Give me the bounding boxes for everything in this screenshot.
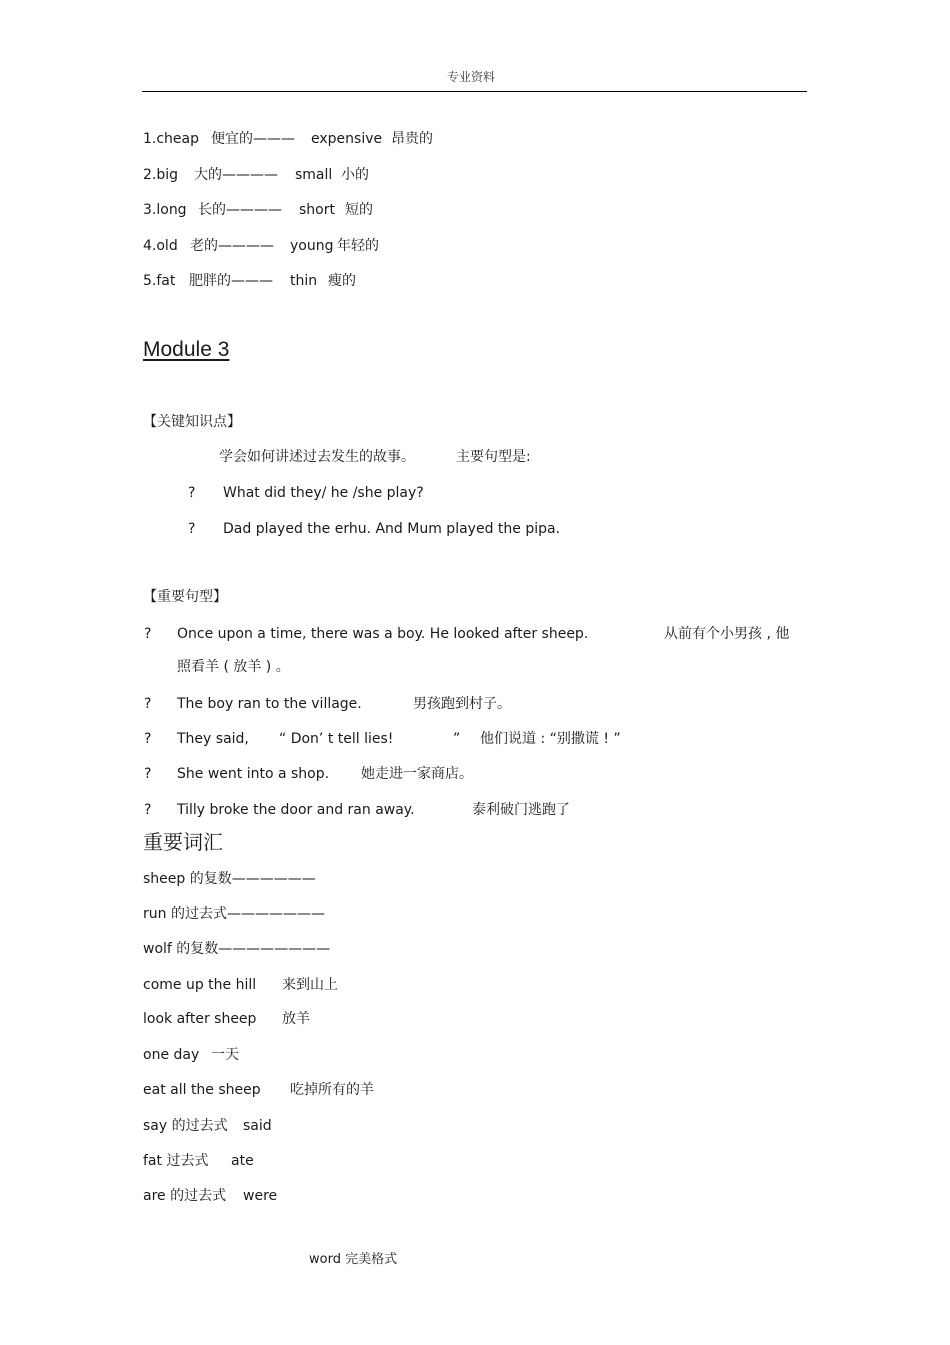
vocabulary-heading: 重要词汇 <box>143 830 223 854</box>
vocab-chinese: said <box>243 1118 272 1134</box>
sentence-chinese-continued: 照看羊 ( 放羊 ) 。 <box>177 659 290 675</box>
sentence-chinese: 他们说道 : “别撒谎 ! ” <box>480 731 621 747</box>
sentence-english: Once upon a time, there was a boy. He looked after sheep. <box>177 626 589 642</box>
page-header: 专业资料 <box>447 70 496 84</box>
sentence-english: She went into a shop. <box>177 766 330 782</box>
antonym-meaning: 肥胖的——— <box>189 273 273 289</box>
antonym-opposite-meaning: 小的 <box>341 167 369 183</box>
bullet-icon: ? <box>144 626 152 642</box>
bullet-icon: ? <box>188 521 196 537</box>
vocab-english: fat 过去式 <box>143 1153 209 1169</box>
module-title: Module 3 <box>143 338 230 361</box>
bullet-icon: ? <box>188 485 196 501</box>
vocab-english: are 的过去式 <box>143 1188 227 1204</box>
antonym-opposite-meaning: 年轻的 <box>337 238 379 254</box>
vocab-english: one day <box>143 1047 200 1063</box>
bullet-icon: ? <box>144 731 152 747</box>
antonym-word: 4.old <box>143 238 178 254</box>
sentence-english: Tilly broke the door and ran away. <box>177 802 415 818</box>
antonym-opposite-meaning: 瘦的 <box>328 273 356 289</box>
vocab-english: run 的过去式——————— <box>143 906 325 922</box>
vocab-chinese: 来到山上 <box>282 977 338 993</box>
vocab-chinese: 放羊 <box>282 1011 310 1027</box>
antonym-word: 2.big <box>143 167 179 183</box>
antonym-word: 5.fat <box>143 273 176 289</box>
bullet-icon: ? <box>144 802 152 818</box>
antonym-opposite-meaning: 昂贵的 <box>391 131 433 147</box>
sentence-chinese: 从前有个小男孩 , 他 <box>664 626 790 642</box>
page-footer: word 完美格式 <box>309 1252 398 1267</box>
bullet-icon: ? <box>144 696 152 712</box>
key-point-text: What did they/ he /she play? <box>223 485 424 501</box>
antonym-meaning: 便宜的——— <box>211 131 295 147</box>
vocab-english: look after sheep <box>143 1011 257 1027</box>
antonym-meaning: 大的———— <box>194 167 278 183</box>
antonym-opposite: small <box>295 167 333 183</box>
antonym-opposite: expensive <box>311 131 383 147</box>
key-point-text: Dad played the erhu. And Mum played the pipa. <box>223 521 561 537</box>
vocab-english: sheep 的复数—————— <box>143 871 316 887</box>
vocab-chinese: ate <box>231 1153 254 1169</box>
vocab-english: eat all the sheep <box>143 1082 261 1098</box>
sentence-chinese: 她走进一家商店。 <box>361 766 473 782</box>
vocab-english: wolf 的复数———————— <box>143 941 331 957</box>
antonym-opposite: young <box>290 238 334 254</box>
header-divider <box>142 91 807 92</box>
bullet-icon: ? <box>144 766 152 782</box>
sentence-chinese: 男孩跑到村子。 <box>413 696 511 712</box>
vocab-chinese: 一天 <box>211 1047 239 1063</box>
key-points-pattern-label: 主要句型是: <box>456 449 531 465</box>
antonym-opposite-meaning: 短的 <box>345 202 373 218</box>
vocab-english: come up the hill <box>143 977 257 993</box>
vocab-chinese: were <box>243 1188 278 1204</box>
sentence-english: The boy ran to the village. <box>177 696 362 712</box>
sentences-heading: 【重要句型】 <box>143 589 227 605</box>
sentence-english: They said, <box>177 731 249 747</box>
antonym-meaning: 老的———— <box>190 238 274 254</box>
sentence-chinese: 泰利破门逃跑了 <box>472 802 570 818</box>
key-points-intro: 学会如何讲述过去发生的故事。 <box>219 449 415 465</box>
vocab-english: say 的过去式 <box>143 1118 228 1134</box>
antonym-meaning: 长的———— <box>198 202 282 218</box>
antonym-word: 3.long <box>143 202 187 218</box>
antonym-opposite: thin <box>290 273 318 289</box>
antonym-word: 1.cheap <box>143 131 200 147</box>
vocab-chinese: 吃掉所有的羊 <box>290 1082 374 1098</box>
antonym-opposite: short <box>299 202 335 218</box>
sentence-english-quote: “ Don’ t tell lies! <box>279 731 394 747</box>
closing-quote: ” <box>453 731 461 747</box>
key-points-heading: 【关键知识点】 <box>143 414 241 430</box>
